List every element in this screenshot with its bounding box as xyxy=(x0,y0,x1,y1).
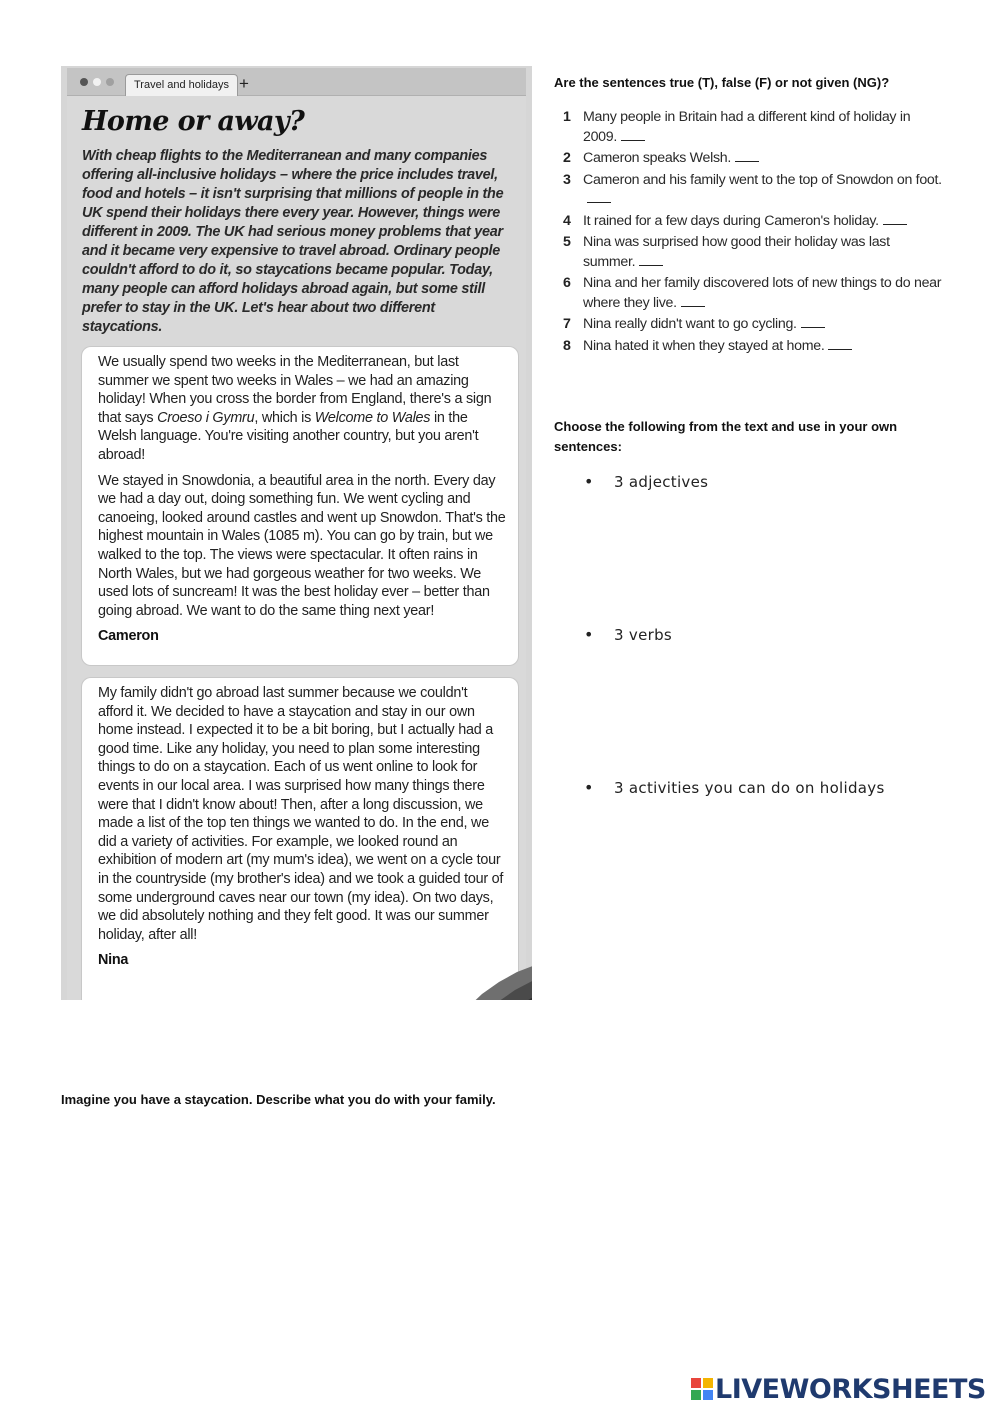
plus-icon: + xyxy=(239,74,249,93)
cameron-card xyxy=(82,347,518,665)
nina-card xyxy=(82,678,518,1000)
bullet-activities: • 3 activities you can do on holidays xyxy=(584,779,885,797)
window-dot-icon xyxy=(93,78,101,86)
cameron-signature: Cameron xyxy=(98,628,159,645)
window-dot-icon xyxy=(106,78,114,86)
liveworksheets-logo xyxy=(691,1374,991,1408)
nina-paragraph-1: My family didn't go abroad last summer because we couldn't afford it. We decided to have a staycation and stay in our own home instead. I expected it to be a bit boring, but I actually had a good time. Like any holiday, you need to plan some interesting things to do on a staycation. Each of us went online to look for events in our local area. I was surprised how many things there were that I didn't know about! Then, after a long discussion, we made a list of the top ten things we wanted to do. In the end, we did a variety of activities. For example, we looked round an exhibition of modern art (my mum's idea), we went on a cycle tour in the countryside (my brother's idea) and we took a guided tour of some underground caves near our town (my idea). On two days, we did absolutely nothing and they felt good. It was our summer holiday, after all! xyxy=(98,685,504,943)
article-panel xyxy=(61,66,532,1000)
cameron-paragraph-1: We usually spend two weeks in the Mediterranean, but last summer we spent two weeks in Wales – we had an amazing holiday! When you cross the border from England, there's a sign that says Croeso i Gymru, which is Welcome to Wales in the Welsh language. You're visiting another country, but you aren't abroad! xyxy=(98,354,492,463)
question-item: 2 Cameron speaks Welsh. xyxy=(554,149,944,169)
hill-illustration xyxy=(427,964,532,1000)
answer-blank[interactable] xyxy=(828,338,852,350)
logo-text: LIVEWORKSHEETS xyxy=(715,1374,986,1405)
window-dot-icon xyxy=(80,78,88,86)
questions-list xyxy=(554,108,944,358)
tab-travel-and-holidays: Travel and holidays xyxy=(125,74,238,96)
article-intro: With cheap flights to the Mediterranean and many companies offering all-inclusive holidays – where the price includes travel, food and hotels – it isn't surprising that millions of people in the UK spend their holidays there every year. However, things were different in 2009. The UK had serious money problems that year and it became very expensive to travel abroad. Ordinary people couldn't afford to do it, so staycations became popular. Today, many people can afford holidays abroad again, but some still prefer to stay in the UK. Let's hear about two different staycations. xyxy=(82,148,504,335)
answer-blank[interactable] xyxy=(735,150,759,162)
question-item: 5 Nina was surprised how good their holiday was last summer. xyxy=(563,234,890,270)
answer-blank[interactable] xyxy=(681,295,705,307)
bullet-verbs: • 3 verbs xyxy=(584,626,672,644)
question-item: 3 Cameron and his family went to the top of Snowdon on foot. xyxy=(554,171,944,210)
answer-blank[interactable] xyxy=(883,213,907,225)
bullet-adjectives: • 3 adjectives xyxy=(584,473,708,491)
welsh-phrase: Croeso i Gymru xyxy=(157,409,255,426)
article-body xyxy=(67,96,526,1000)
english-phrase: Welcome to Wales xyxy=(314,409,431,426)
cameron-paragraph-2: We stayed in Snowdonia, a beautiful area in the north. Every day we had a day out, doing something fun. We went cycling and canoeing, looked around castles and went up Snowdon. That's the highest mountain in Wales (1085 m). You can go by train, but we walked to the top. The views were spectacular. It often rains in North Wales, but we had gorgeous weather for two weeks. We used lots of suncream! It was the best holiday ever – better than going abroad. We want to do the same thing next year! xyxy=(98,472,506,619)
questions-heading: Are the sentences true (T), false (F) or not given (NG)? xyxy=(554,75,890,90)
nina-signature: Nina xyxy=(98,952,129,969)
question-item: 8 Nina hated it when they stayed at home. xyxy=(554,337,944,357)
answer-blank[interactable] xyxy=(639,254,663,266)
article-title: Home or away? xyxy=(82,106,305,137)
answer-blank[interactable] xyxy=(621,129,645,141)
choose-heading: Choose the following from the text and use in your own sentences: xyxy=(554,419,898,454)
logo-squares-icon xyxy=(691,1378,713,1400)
question-item: 6 Nina and her family discovered lots of new things to do near where they live. xyxy=(563,275,942,311)
answer-blank[interactable] xyxy=(801,316,825,328)
question-item: 7 Nina really didn't want to go cycling. xyxy=(554,315,944,335)
browser-bar xyxy=(67,68,526,96)
writing-prompt: Imagine you have a staycation. Describe what you do with your family. xyxy=(61,1092,496,1107)
question-item: 1 Many people in Britain had a different kind of holiday in 2009. xyxy=(563,109,911,145)
question-item: 4 It rained for a few days during Cameron's holiday. xyxy=(554,212,944,232)
answer-blank[interactable] xyxy=(587,191,611,203)
